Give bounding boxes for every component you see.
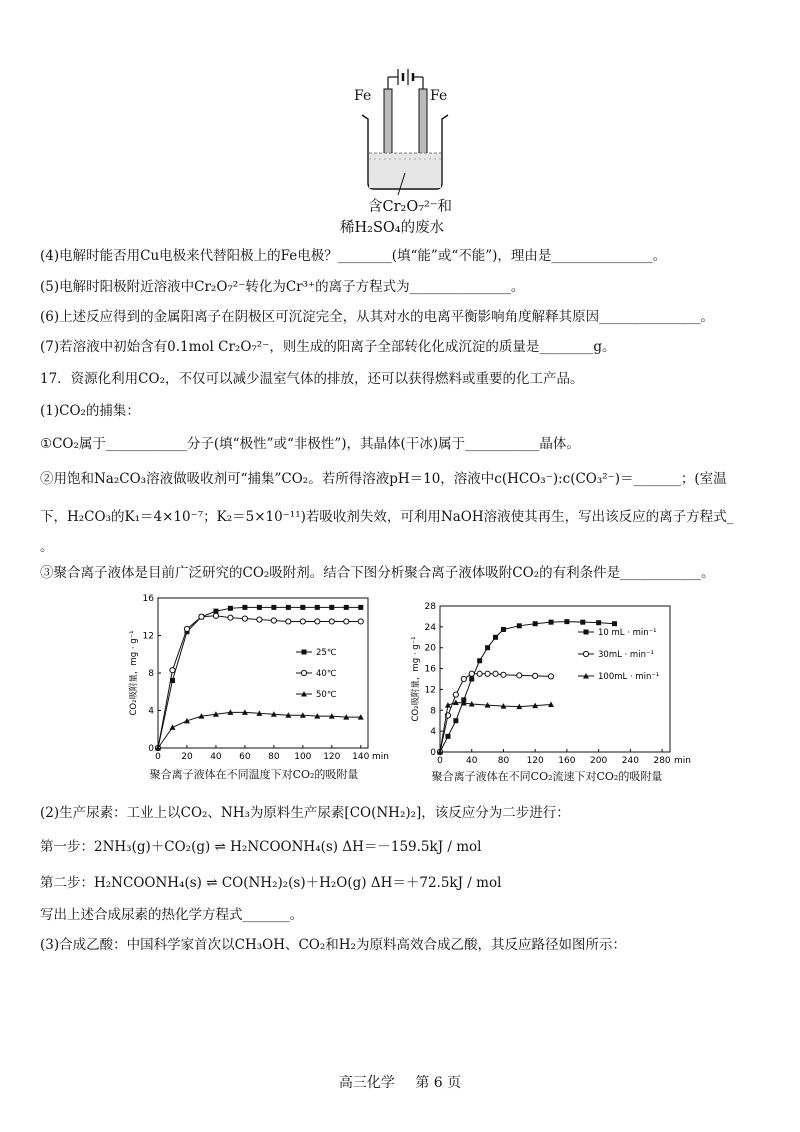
data-point	[300, 619, 305, 624]
data-point	[242, 605, 247, 610]
part-1-heading: (1)CO₂的捕集：	[40, 403, 140, 419]
data-point	[549, 620, 554, 625]
series-line	[440, 622, 614, 752]
data-point	[358, 619, 363, 624]
y-tick-label: 0	[148, 744, 154, 754]
data-point	[344, 619, 349, 624]
chart-flowrate-caption: 聚合离子液体在不同CO₂流速下对CO₂的吸附量	[431, 770, 663, 783]
data-point	[300, 605, 305, 610]
x-tick-label: 120	[526, 756, 544, 766]
data-point	[533, 621, 538, 626]
step-2: 第二步：H₂NCOONH₄(s) ⇌ CO(NH₂)₂(s)＋H₂O(g) ΔH＝＋72.5kJ / mol	[40, 875, 502, 891]
x-tick-label: 200	[590, 756, 608, 766]
legend-label: 50℃	[316, 690, 337, 700]
plot-frame	[158, 598, 368, 748]
x-tick-label: 40	[465, 756, 478, 766]
question-6: (6)上述反应得到的金属阳离子在阴极区可沉淀完全，从其对水的电离平衡影响角度解释其原因_______________。	[40, 309, 714, 325]
data-point	[315, 619, 320, 624]
chart-flowrate	[402, 596, 692, 790]
question-5: (5)电解时阳极附近溶液中Cr₂O₇²⁻转化为Cr³⁺的离子方程式为_______________。	[40, 279, 525, 295]
y-tick-label: 24	[424, 622, 436, 633]
legend-label: 40℃	[316, 669, 337, 679]
part-1b-line1: ②用饱和Na₂CO₃溶液做吸收剂可“捕集”CO₂。若所得溶液pH＝10，溶液中c(HCO₃⁻):c(CO₃²⁻)＝_______；(室温	[40, 471, 727, 487]
x-tick-label: 80	[268, 752, 280, 762]
data-point	[170, 668, 175, 673]
part-1c: ③聚合离子液体是目前广泛研究的CO₂吸附剂。结合下图分析聚合离子液体吸附CO₂的有利条件是____________。	[40, 565, 715, 581]
data-point	[169, 724, 175, 730]
data-point	[242, 616, 247, 621]
part-1a: ①CO₂属于____________分子(填“极性”或“非极性”)，其晶体(干冰)属于___________晶体。	[40, 436, 580, 452]
data-point	[184, 626, 189, 631]
y-tick-label: 4	[148, 706, 154, 717]
part-2-question: 写出上述合成尿素的热化学方程式_______。	[40, 907, 304, 923]
question-4: (4)电解时能否用Cu电极来代替阳极上的Fe电极？________(填“能”或“不能”)，理由是_______________。	[40, 248, 667, 264]
data-point	[445, 734, 450, 739]
data-point	[485, 645, 490, 650]
part-3: (3)合成乙酸：中国科学家首次以CH₃OH、CO₂和H₂为原料高效合成乙酸，其反应路径如图所示：	[40, 937, 626, 953]
x-tick-label: 160	[558, 756, 576, 766]
data-point	[228, 615, 233, 620]
y-tick-label: 4	[430, 727, 436, 738]
question-7: (7)若溶液中初始含有0.1mol Cr₂O₇²⁻，则生成的阳离子全部转化化成沉淀的质量是________g。	[40, 339, 616, 355]
legend-label: 10 mL · min⁻¹	[598, 628, 657, 638]
chart-flowrate-svg	[402, 596, 692, 768]
part-2: (2)生产尿素：工业上以CO₂、NH₃为原料生产尿素[CO(NH₂)₂]，该反应分为二步进行：	[40, 805, 570, 821]
data-point	[286, 605, 291, 610]
x-tick-label: 20	[181, 752, 193, 762]
data-point	[469, 671, 474, 676]
data-point	[533, 673, 538, 678]
data-point	[228, 606, 233, 611]
part-1b-line2: 下，H₂CO₃的K₁＝4×10⁻⁷；K₂＝5×10⁻¹¹)若吸收剂失效，可利用NaOH溶液使其再生，写出该反应的离子方程式_	[40, 509, 734, 525]
x-tick-label: 80	[497, 756, 510, 766]
data-point	[501, 672, 506, 677]
data-point	[257, 617, 262, 622]
data-point	[493, 635, 498, 640]
x-tick-label: 0	[155, 752, 161, 762]
y-tick-label: 0	[430, 748, 436, 758]
legend-label: 30mL · min⁻¹	[598, 650, 654, 660]
x-tick-label: 120	[323, 752, 341, 762]
data-point	[271, 618, 276, 623]
footer-page-number: 第 6 页	[415, 1075, 462, 1091]
data-point	[344, 605, 349, 610]
data-point	[329, 619, 334, 624]
y-axis-label: CO₂吸附量，mg · g⁻¹	[129, 630, 139, 716]
data-point	[358, 605, 363, 610]
x-tick-label: 100	[294, 752, 312, 762]
y-tick-label: 8	[148, 669, 154, 679]
data-point	[580, 620, 585, 625]
data-point	[477, 671, 482, 676]
y-tick-label: 8	[430, 706, 436, 717]
x-axis-unit: min	[372, 752, 389, 762]
x-tick-label: 60	[239, 752, 251, 762]
legend-marker	[301, 670, 306, 675]
data-point	[199, 614, 204, 619]
chart-temperature-caption: 聚合离子液体在不同温度下对CO₂的吸附量	[149, 768, 359, 781]
data-point	[517, 673, 522, 678]
y-tick-label: 20	[424, 643, 436, 654]
page-footer	[0, 1072, 800, 1092]
data-point	[596, 620, 601, 625]
data-point	[453, 692, 458, 697]
x-axis-unit: min	[674, 756, 691, 766]
data-point	[257, 605, 262, 610]
y-tick-label: 12	[424, 685, 436, 696]
data-point	[477, 658, 482, 663]
x-tick-label: 140	[352, 752, 370, 762]
series-line	[158, 616, 361, 748]
x-tick-label: 40	[210, 752, 222, 762]
step-1: 第一步：2NH₃(g)＋CO₂(g) ⇌ H₂NCOONH₄(s) ΔH＝－159.5kJ / mol	[40, 839, 482, 855]
x-tick-label: 280	[653, 756, 671, 766]
legend-marker	[302, 650, 307, 655]
apparatus-drawing	[340, 55, 470, 195]
data-point	[461, 676, 466, 681]
y-tick-label: 12	[142, 631, 154, 642]
series-line	[440, 674, 551, 752]
data-point	[493, 671, 498, 676]
data-point	[213, 613, 218, 618]
x-tick-label: 240	[621, 756, 639, 766]
legend-marker	[584, 630, 589, 635]
legend-label: 25℃	[316, 648, 337, 658]
electrode-left-label: Fe	[354, 88, 372, 104]
apparatus-caption-1: 含Cr₂O₇²⁻和	[368, 199, 453, 215]
legend-marker	[583, 651, 588, 656]
y-axis-label: CO₂吸附量，mg · g⁻¹	[411, 636, 421, 722]
chart-temperature	[124, 588, 389, 788]
data-point	[329, 605, 334, 610]
data-point	[271, 605, 276, 610]
data-point	[315, 605, 320, 610]
part-1b-line3: 。	[40, 539, 54, 555]
data-point	[485, 671, 490, 676]
x-tick-label: 0	[437, 756, 443, 766]
data-point	[501, 627, 506, 632]
question-17: 17．资源化利用CO₂，不仅可以减少温室气体的排放，还可以获得燃料或重要的化工产品。	[40, 371, 584, 387]
electrode-right-label: Fe	[430, 88, 448, 104]
electrolysis-apparatus	[340, 55, 470, 245]
data-point	[453, 718, 458, 723]
data-point	[286, 619, 291, 624]
apparatus-caption-2: 稀H₂SO₄的废水	[340, 220, 445, 236]
y-tick-label: 16	[142, 594, 154, 604]
y-tick-label: 16	[424, 664, 436, 675]
data-point	[469, 677, 474, 682]
data-point	[548, 674, 553, 679]
data-point	[564, 619, 569, 624]
chart-temperature-svg	[124, 588, 389, 766]
data-point	[517, 623, 522, 628]
legend-label: 100mL · min⁻¹	[598, 672, 660, 682]
y-tick-label: 28	[424, 602, 436, 612]
footer-subject: 高三化学	[338, 1075, 395, 1091]
data-point	[612, 621, 617, 626]
series-line	[440, 702, 551, 752]
